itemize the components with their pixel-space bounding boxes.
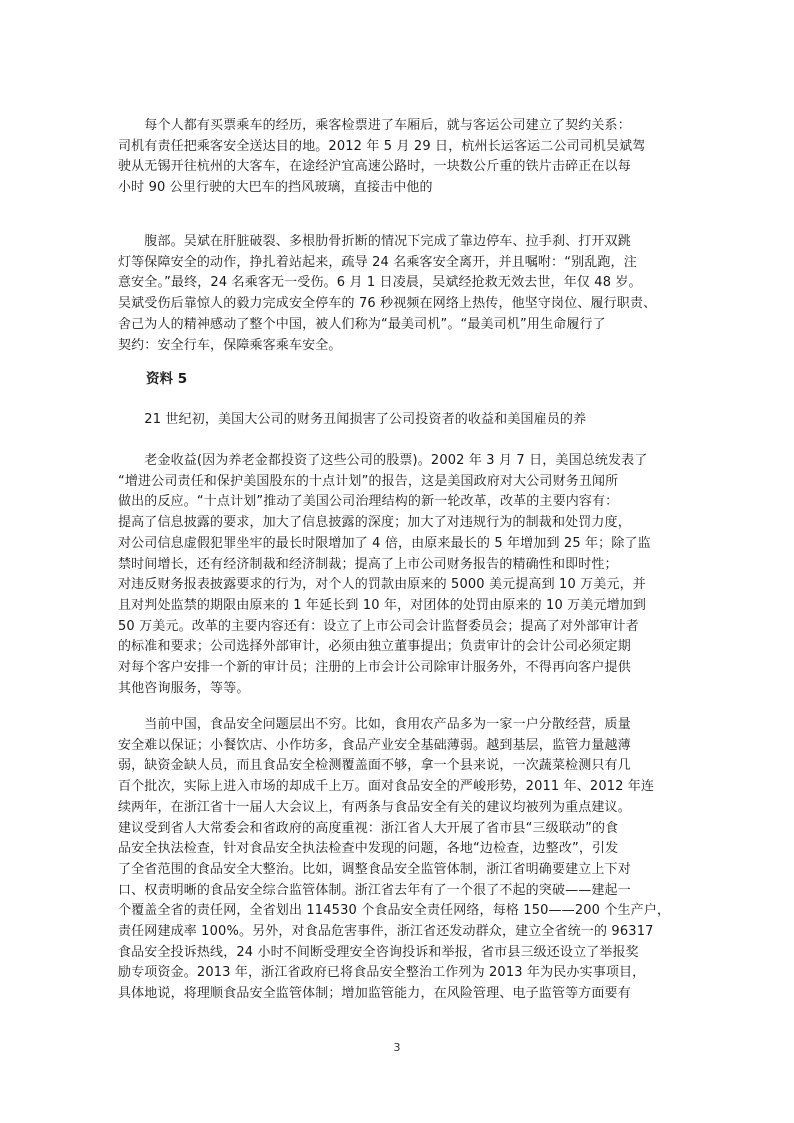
- text-line: 司机有责任把乘客安全送达目的地。2012 年 5 月 29 日，杭州长运客运二公司司机吴斌驾: [118, 138, 646, 154]
- text-line: 安全难以保证；小餐饮店、小作坊多，食品产业安全基础薄弱。越到基层，监管力量越薄: [118, 737, 631, 753]
- text-line: 禁时间增长，还有经济制裁和经济制裁；提高了上市公司财务报告的精确性和即时性；: [118, 556, 618, 572]
- paragraph-4: [118, 451, 678, 699]
- text-line: 食品安全投诉热线，24 小时不间断受理安全咨询投诉和举报，省市县三级还设立了举报奖: [118, 944, 639, 960]
- text-line: 提高了信息披露的要求，加大了信息披露的深度；加大了对违规行为的制裁和处罚力度，: [118, 515, 631, 531]
- text-line: 每个人都有买票乘车的经历，乘客检票进了车厢后，就与客运公司建立了契约关系：: [118, 118, 631, 133]
- text-line: 当前中国，食品安全问题层出不穷。比如，食用农产品多为一家一户分散经营，质量: [118, 717, 631, 732]
- text-line: 续两年，在浙江省十一届人大会议上，有两条与食品安全有关的建议均被列为重点建议。: [118, 799, 631, 815]
- text-line: 对公司信息虚假犯罪坐牢的最长时限增加了 4 倍，由原来最长的 5 年增加到 25 年；除了监: [118, 535, 651, 551]
- text-line: 的标准和要求；公司选择外部审计，必须由独立董事提出；负责审计的会计公司必须定期: [118, 639, 631, 655]
- text-line: 百个批次，实际上进入市场的却成千上万。面对食品安全的严峻形势，2011 年、2012 年连: [118, 779, 655, 795]
- paragraph-5: [118, 715, 678, 1005]
- text-line: 口、权责明晰的食品安全综合监管体制。浙江省去年有了一个很了不起的突破——建起一: [118, 882, 631, 898]
- text-line: 品安全执法检查，针对食品安全执法检查中发现的问题，各地“边检查，边整改”，引发: [118, 841, 619, 857]
- text-line: 契约：安全行车，保障乘客乘车安全。: [118, 337, 342, 353]
- text-line: 对违反财务报表披露要求的行为，对个人的罚款由原来的 5000 美元提高到 10 万美元，并: [118, 577, 646, 593]
- text-line: 建议受到省人大常委会和省政府的高度重视：浙江省人大开展了省市县“三级联动”的食: [118, 820, 619, 836]
- text-line: 21 世纪初，美国大公司的财务丑闻损害了公司投资者的收益和美国雇员的养: [118, 412, 587, 427]
- text-line: 小时 90 公里行驶的大巴车的挡风玻璃，直接击中他的: [118, 180, 433, 196]
- text-line: “增进公司责任和保护美国股东的十点计划”的报告，这是美国政府对大公司财务丑闻所: [118, 473, 619, 489]
- text-line: 励专项资金。2013 年，浙江省政府已将食品安全整治工作列为 2013 年为民办实事项目，: [118, 965, 646, 981]
- text-line: 舍己为人的精神感动了整个中国，被人们称为“最美司机”。“最美司机”用生命履行了: [118, 316, 606, 332]
- text-line: 做出的反应。“十点计划”推动了美国公司治理结构的新一轮改革，改革的主要内容有：: [118, 494, 619, 510]
- text-line: 吴斌受伤后靠惊人的毅力完成安全停车的 76 秒视频在网络上热传，他坚守岗位、履行职责、: [118, 296, 657, 312]
- page-number: 3: [393, 1041, 401, 1054]
- text-line: 对每个客户安排一个新的审计员；注册的上市会计公司除审计服务外，不得再向客户提供: [118, 660, 631, 676]
- text-line: 驶从无锡开往杭州的大客车，在途经沪宜高速公路时，一块数公斤重的铁片击碎正在以每: [118, 159, 631, 175]
- text-line: 50 万美元。改革的主要内容还有：设立了上市公司会计监督委员会；提高了对外部审计者: [118, 618, 639, 634]
- text-line: 且对判处监禁的期限由原来的 1 年延长到 10 年，对团体的处罚由原来的 10 万美元增加到: [118, 597, 647, 613]
- text-line: 了全省范围的食品安全大整治。比如，调整食品安全监管体制，浙江省明确要建立上下对: [118, 861, 631, 877]
- text-line: 责任网建成率 100%。另外，对食品危害事件，浙江省还发动群众，建立全省统一的 96317: [118, 924, 654, 940]
- paragraph-2: [118, 232, 678, 356]
- text-line: 灯等保障安全的动作，挣扎着站起来，疏导 24 名乘客安全离开，并且嘱咐：“别乱跑，注: [118, 254, 637, 270]
- text-line: 个覆盖全省的责任网，全省划出 114530 个食品安全责任网络，每格 150——200 个生产户，: [118, 903, 671, 919]
- text-line: 具体地说，将理顺食品安全监管体制；增加监管能力，在风险管理、电子监管等方面要有: [118, 986, 631, 1002]
- text-line: 老金收益(因为养老金都投资了这些公司的股票)。2002 年 3 月 7 日，美国总统发表了: [118, 453, 648, 468]
- text-line: 意安全。”最终，24 名乘客无一受伤。6 月 1 日凌晨，吴斌经抢救无效去世，年仅 48 岁。: [118, 275, 642, 291]
- paragraph-1: [118, 116, 678, 199]
- text-line: 腹部。吴斌在肝脏破裂、多根肋骨折断的情况下完成了靠边停车、拉手刹、打开双跳: [118, 234, 631, 249]
- paragraph-3: [118, 410, 678, 431]
- text-line: 其他咨询服务，等等。: [118, 680, 250, 696]
- section-heading: 资料 5: [146, 371, 188, 387]
- text-line: 弱，缺资金缺人员，而且食品安全检测覆盖面不够，拿一个县来说，一次蔬菜检测只有几: [118, 758, 631, 774]
